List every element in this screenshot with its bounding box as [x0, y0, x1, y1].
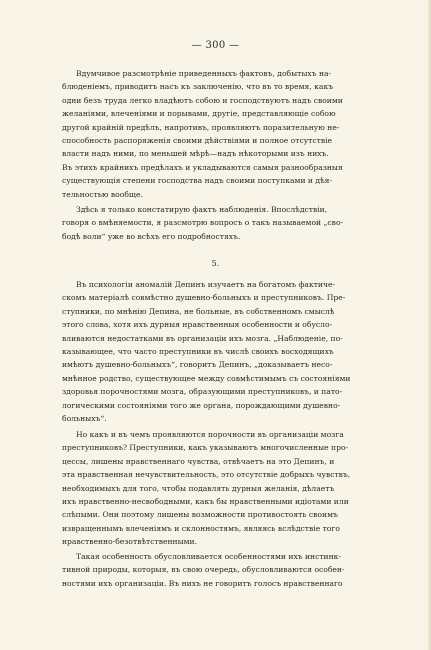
text-line: власти надъ ними, по меньшей мѣрѣ—надъ нѣкоторыми изъ нихъ.: [62, 149, 329, 159]
text-line: бодѣ воли“ уже во всѣхъ его подробностяхъ.: [62, 231, 241, 241]
text-line: здоровья порочностями мозга, образующими преступниковъ, и пато-: [62, 387, 343, 397]
text-line: блюденіемъ, приводитъ насъ къ заключенію, что въ то время, какъ: [62, 82, 334, 92]
text-line: Въ психологіи аномалій Депинъ изучаетъ на богатомъ фактиче-: [76, 280, 336, 289]
text-line: тивной природы, которыя, въ свою очередь, обусловливаются особен-: [62, 565, 345, 575]
text-line: Въ этихъ крайнихъ предѣлахъ и укладываются самыя разнообразныя: [62, 162, 343, 172]
paragraph-2: [62, 203, 402, 243]
page-number: — 300 —: [191, 40, 240, 51]
text-line: цессы, лишены нравственнаго чувства, отвѣчаетъ на это Депинъ, и: [62, 456, 335, 466]
text-line: преступниковъ? Преступники, какъ указываютъ многочисленные про-: [62, 443, 349, 453]
text-line: желаніями, влеченіями и порывами, другіе, представляющіе собою: [62, 109, 336, 119]
text-line: мнѣнное родство, существующее между совмѣстимымъ съ состояніями: [62, 373, 351, 383]
text-line: ступники, по мнѣнію Депина, не больные, въ собственномъ смыслѣ: [62, 306, 335, 316]
text-line: говоря о вмѣняемости, я разсмотрю вопросъ о такъ называемой „сво-: [62, 218, 344, 228]
text-line: имѣютъ душевно-больныхъ“, говоритъ Депинъ, „доказываетъ несо-: [62, 360, 333, 370]
text-line: нравственно-безотвѣтственными.: [62, 537, 198, 547]
text-line: существующія степени господства надъ своими поступками и дѣя-: [62, 176, 333, 186]
text-line: ностями ихъ организаціи. Въ нихъ не говоритъ голосъ нравственнаго: [62, 578, 343, 588]
text-line: логическими состояніями того же органа, порождающими душевно-: [62, 400, 341, 410]
text-line: скомъ матеріалѣ совмѣстно душевно-больныхъ и преступниковъ. Пре-: [62, 293, 346, 303]
text-line: одни безъ труда легко владѣютъ собою и господствуютъ надъ своими: [62, 95, 343, 105]
text-line: Здѣсь я только констатирую фактъ наблюденія. Впослѣдствіи,: [76, 205, 328, 214]
text-line: казывающее, что часто преступники въ числѣ своихъ восходящихъ: [62, 347, 334, 357]
paragraph-3: [62, 278, 402, 425]
text-line: больныхъ“.: [62, 414, 107, 424]
text-line: Вдумчивое разсмотрѣніе приведенныхъ фактовъ, добытыхъ на-: [76, 69, 332, 78]
text-line: тельностью вообще.: [62, 189, 143, 199]
text-line: Такая особенность обусловливается особенностями ихъ инстинк-: [76, 552, 341, 561]
section-number: 5.: [211, 259, 220, 268]
text-line: эта нравственная нечувствительность, это отсутствіе добрыхъ чувствъ,: [62, 470, 351, 480]
text-line: Но какъ и въ чемъ проявляются порочности въ организаціи мозга: [76, 430, 344, 439]
text-line: необходимыхъ для того, чтобы подавлять дурныя желанія, дѣлаетъ: [62, 483, 335, 493]
paragraph-4: [62, 428, 402, 549]
text-line: ихъ нравственно-несвободными, какъ бы нравственными идіотами или: [62, 497, 349, 507]
text-line: извращеннымъ влеченіямъ и склонностямъ, являясь вслѣдствіе того: [62, 523, 340, 533]
text-line: другой крайній предѣлъ, напротивъ, проявляютъ поразительную не-: [62, 122, 340, 132]
text-line: этого слова, хотя ихъ дурныя нравственныя особенности и обусло-: [62, 320, 333, 330]
paragraph-5: [62, 550, 402, 590]
text-line: способность распоряженія своими дѣйствіями и полное отсутствіе: [62, 136, 333, 146]
text-line: слѣпыми. Они поэтому лишены возможности противостоять своимъ: [62, 510, 338, 520]
text-line: вливаются недостатками въ организаціи ихъ мозга. „Наблюденіе, по-: [62, 333, 343, 343]
paragraph-1: [62, 67, 402, 201]
